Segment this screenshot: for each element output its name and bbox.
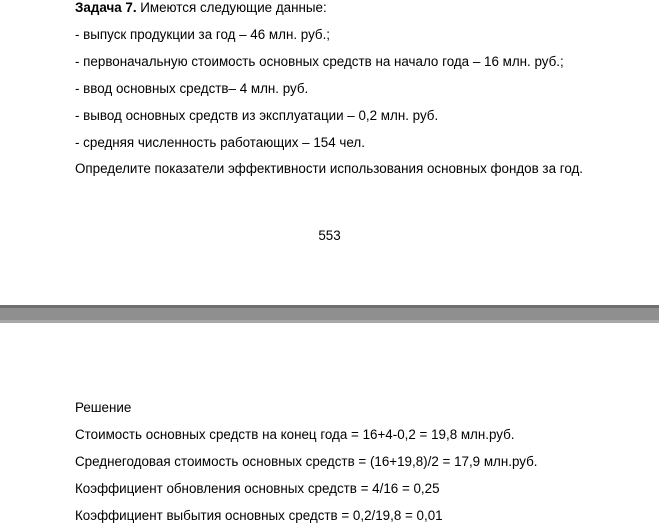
solution-line-end-cost: Стоимость основных средств на конец года = 16+4-0,2 = 19,8 млн.руб. <box>75 427 515 442</box>
page-break-edge-top <box>0 305 659 308</box>
problem-item-output: - выпуск продукции за год – 46 млн. руб.; <box>75 27 331 42</box>
problem-label: Задача 7. <box>75 0 137 15</box>
page-lower <box>0 323 659 528</box>
solution-line-average-cost: Среднегодовая стоимость основных средств = (16+19,8)/2 = 17,9 млн.руб. <box>75 454 538 469</box>
page-number: 553 <box>318 228 341 243</box>
solution-heading: Решение <box>75 400 132 415</box>
problem-title-line <box>75 0 327 16</box>
problem-item-input: - ввод основных средств– 4 млн. руб. <box>75 81 309 96</box>
problem-item-headcount: - средняя численность работающих – 154 чел. <box>75 135 365 150</box>
page-break <box>0 305 659 323</box>
solution-line-renewal-ratio: Коэффициент обновления основных средств = 4/16 = 0,25 <box>75 481 440 496</box>
problem-item-initial-cost: - первоначальную стоимость основных средств на начало года – 16 млн. руб.; <box>75 54 564 69</box>
problem-question: Определите показатели эффективности использования основных фондов за год. <box>75 161 584 176</box>
problem-item-disposal: - вывод основных средств из эксплуатации – 0,2 млн. руб. <box>75 108 439 123</box>
problem-intro: Имеются следующие данные: <box>136 0 327 15</box>
solution-line-retirement-ratio: Коэффициент выбытия основных средств = 0,2/19,8 = 0,01 <box>75 508 443 523</box>
